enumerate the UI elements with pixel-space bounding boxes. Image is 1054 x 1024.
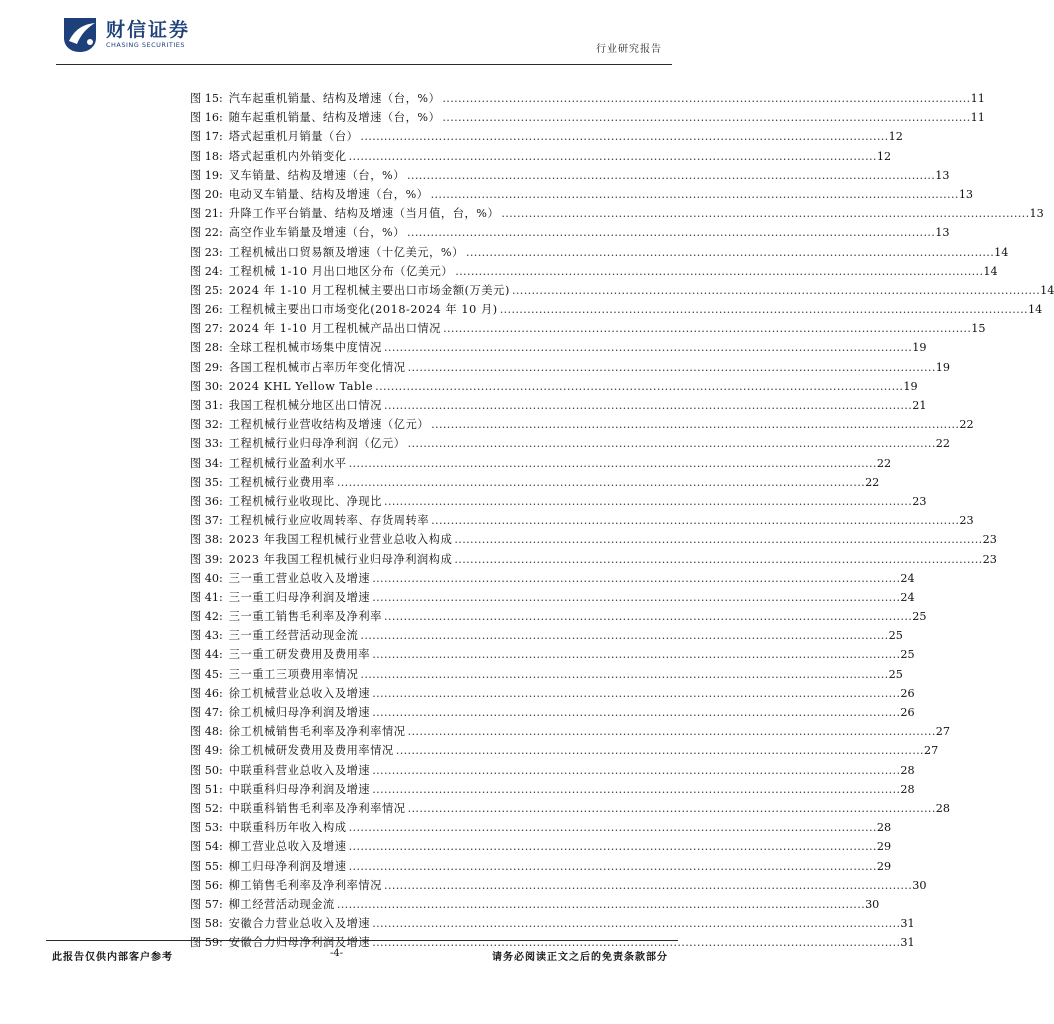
- toc-entry[interactable]: [190, 569, 915, 588]
- toc-entry[interactable]: [190, 857, 892, 876]
- dot-leader: [384, 607, 910, 626]
- page-ref: 25: [900, 648, 915, 662]
- toc-entry[interactable]: [190, 722, 951, 741]
- figure-title: 升降工作平台销量、结构及增速（当月值，台，%）: [228, 207, 500, 221]
- page-ref: 14: [1027, 303, 1043, 317]
- figure-title: 徐工机械销售毛利率及净利率情况: [228, 725, 406, 739]
- dot-leader: [349, 837, 875, 856]
- page-ref: 19: [903, 379, 918, 393]
- dot-leader: [372, 684, 898, 703]
- dot-leader: [512, 281, 1038, 300]
- dot-leader: [372, 703, 898, 722]
- figure-number: 图 33:: [190, 437, 223, 451]
- page-ref: 29: [876, 840, 892, 854]
- toc-entry[interactable]: [190, 837, 892, 856]
- figure-title: 中联重科历年收入构成: [228, 821, 347, 835]
- dot-leader: [455, 262, 981, 281]
- toc-entry[interactable]: [190, 338, 927, 357]
- figure-title: 电动叉车销量、结构及增速（台，%）: [228, 187, 429, 201]
- figure-title: 柳工经营活动现金流: [228, 897, 335, 911]
- dot-leader: [372, 914, 898, 933]
- figure-number: 图 28:: [190, 341, 223, 355]
- page-ref: 15: [971, 322, 986, 336]
- page-ref: 12: [888, 130, 903, 144]
- toc-entry[interactable]: [190, 434, 951, 453]
- toc-entry[interactable]: [190, 780, 915, 799]
- figure-number: 图 19:: [190, 168, 223, 182]
- page-ref: 22: [935, 437, 951, 451]
- page-ref: 23: [912, 494, 927, 508]
- toc-entry[interactable]: [190, 166, 950, 185]
- figure-number: 图 48:: [190, 725, 223, 739]
- toc-entry[interactable]: [190, 108, 985, 127]
- figure-number: 图 53:: [190, 821, 223, 835]
- figure-number: 图 31:: [190, 399, 223, 412]
- figure-number: 图 23:: [190, 245, 223, 259]
- footer-disclaimer: 此报告仅供内部客户参考: [52, 952, 173, 963]
- dot-leader: [360, 127, 886, 146]
- figure-number: 图 54:: [190, 840, 223, 854]
- figure-list: [190, 89, 1054, 952]
- dot-leader: [349, 857, 875, 876]
- figure-title: 工程机械出口贸易额及增速（十亿美元，%）: [228, 245, 464, 259]
- figure-number: 图 50:: [190, 763, 223, 777]
- figure-title: 全球工程机械市场集中度情况: [228, 341, 382, 355]
- page-ref: 13: [935, 226, 950, 240]
- toc-entry[interactable]: [190, 243, 1009, 262]
- dot-leader: [384, 492, 910, 511]
- figure-number: 图 56:: [190, 878, 223, 892]
- figure-title: 工程机械行业盈利水平: [228, 456, 347, 470]
- figure-number: 图 34:: [190, 456, 223, 470]
- figure-number: 图 39:: [190, 552, 223, 566]
- toc-entry[interactable]: [190, 588, 915, 607]
- dot-leader: [360, 626, 886, 645]
- figure-title: 高空作业车销量及增速（台，%）: [228, 226, 406, 240]
- toc-entry[interactable]: [190, 550, 997, 569]
- toc-entry[interactable]: [190, 454, 892, 473]
- dot-leader: [407, 223, 933, 242]
- toc-entry[interactable]: [190, 530, 997, 549]
- dot-leader: [443, 319, 969, 338]
- toc-entry[interactable]: [190, 665, 903, 684]
- page-ref: 22: [865, 475, 880, 489]
- figure-number: 图 16:: [190, 111, 223, 125]
- toc-entry[interactable]: [190, 703, 915, 722]
- chasing-logo-icon: [60, 14, 100, 54]
- toc-entry[interactable]: [190, 262, 998, 281]
- page-ref: 29: [876, 859, 892, 873]
- company-logo: [60, 14, 190, 54]
- page-ref: 30: [865, 897, 880, 911]
- page-ref: 28: [900, 763, 915, 777]
- dot-leader: [384, 338, 910, 357]
- page-ref: 12: [876, 149, 892, 163]
- figure-number: 图 15:: [190, 92, 223, 105]
- dot-leader: [408, 722, 934, 741]
- page-number: -4-: [330, 948, 344, 959]
- figure-number: 图 36:: [190, 494, 223, 508]
- page-ref: 26: [900, 686, 915, 700]
- page-ref: 26: [900, 706, 915, 719]
- toc-entry[interactable]: [190, 626, 903, 645]
- figure-number: 图 40:: [190, 571, 223, 585]
- page-ref: 28: [935, 801, 951, 815]
- page-ref: 25: [888, 667, 903, 681]
- figure-number: 图 43:: [190, 629, 223, 643]
- figure-title: 三一重工经营活动现金流: [228, 629, 359, 643]
- figure-title: 三一重工销售毛利率及净利率: [228, 610, 382, 624]
- dot-leader: [372, 569, 898, 588]
- figure-number: 图 22:: [190, 226, 223, 240]
- figure-title: 徐工机械研发费用及费用率情况: [228, 744, 394, 758]
- dot-leader: [408, 799, 934, 818]
- report-type: 行业研究报告: [596, 44, 662, 55]
- dot-leader: [372, 645, 898, 664]
- figure-number: 图 24:: [190, 264, 223, 278]
- figure-title: 2024 年 1-10 月工程机械主要出口市场金额(万美元): [228, 283, 510, 297]
- toc-entry[interactable]: [190, 204, 1044, 223]
- page-ref: 28: [876, 821, 892, 835]
- dot-leader: [349, 147, 875, 166]
- dot-leader: [372, 780, 898, 799]
- toc-entry[interactable]: [190, 511, 974, 530]
- figure-number: 图 21:: [190, 207, 223, 221]
- dot-leader: [442, 89, 968, 108]
- page-ref: 31: [900, 917, 915, 931]
- toc-entry[interactable]: [190, 319, 986, 338]
- page-ref: 23: [982, 533, 997, 547]
- page-header: [0, 0, 724, 70]
- figure-title: 工程机械行业费用率: [228, 475, 335, 489]
- figure-number: 图 41:: [190, 590, 223, 604]
- figure-title: 徐工机械营业总收入及增速: [228, 686, 371, 700]
- dot-leader: [408, 434, 934, 453]
- toc-entry[interactable]: [190, 684, 915, 703]
- dot-leader: [372, 588, 898, 607]
- figure-number: 图 27:: [190, 322, 223, 336]
- page-ref: 23: [959, 514, 974, 528]
- toc-entry[interactable]: [190, 358, 951, 377]
- page-ref: 22: [876, 456, 892, 470]
- figure-title: 我国工程机械分地区出口情况: [228, 399, 382, 412]
- figure-title: 柳工营业总收入及增速: [228, 840, 347, 854]
- brand-name-en: CHASING SECURITIES: [106, 40, 185, 49]
- page-ref: 23: [982, 552, 997, 566]
- figure-number: 图 46:: [190, 686, 223, 700]
- page-ref: 13: [1029, 207, 1044, 221]
- dot-leader: [349, 454, 875, 473]
- dot-leader: [384, 876, 910, 895]
- page-ref: 11: [970, 92, 985, 105]
- figure-title: 2024 KHL Yellow Table: [228, 379, 374, 393]
- figure-number: 图 57:: [190, 897, 223, 911]
- figure-title: 三一重工研发费用及费用率: [228, 648, 371, 662]
- figure-title: 中联重科销售毛利率及净利率情况: [228, 801, 406, 815]
- figure-title: 塔式起重机月销量（台）: [228, 130, 359, 144]
- dot-leader: [375, 377, 901, 396]
- figure-number: 图 20:: [190, 187, 223, 201]
- figure-title: 2023 年我国工程机械行业营业总收入构成: [228, 533, 453, 547]
- toc-entry[interactable]: [190, 300, 1043, 319]
- page-ref: 19: [935, 360, 951, 374]
- toc-entry[interactable]: [190, 895, 880, 914]
- page-ref: 19: [912, 341, 927, 355]
- dot-leader: [466, 243, 992, 262]
- figure-number: 图 29:: [190, 360, 223, 374]
- toc-entry[interactable]: [190, 914, 915, 933]
- figure-title: 工程机械行业归母净利润（亿元）: [228, 437, 406, 451]
- footer-notice: 请务必阅读正文之后的免责条款部分: [492, 952, 668, 963]
- figure-title: 柳工销售毛利率及净利率情况: [228, 878, 382, 892]
- figure-number: 图 35:: [190, 475, 223, 489]
- figure-number: 图 49:: [190, 744, 223, 758]
- page-ref: 14: [994, 245, 1009, 259]
- figure-title: 中联重科营业总收入及增速: [228, 763, 371, 777]
- figure-number: 图 25:: [190, 283, 223, 297]
- figure-title: 柳工归母净利润及增速: [228, 859, 347, 873]
- figure-title: 2024 年 1-10 月工程机械产品出口情况: [228, 322, 442, 336]
- toc-entry[interactable]: [190, 741, 939, 760]
- figure-title: 徐工机械归母净利润及增速: [228, 706, 371, 719]
- figure-title: 工程机械主要出口市场变化(2018-2024 年 10 月): [228, 303, 498, 317]
- page-ref: 14: [983, 264, 998, 278]
- footer-divider: [46, 940, 678, 941]
- toc-entry[interactable]: [190, 492, 927, 511]
- figure-number: 图 58:: [190, 917, 223, 931]
- toc-entry[interactable]: [190, 761, 915, 780]
- dot-leader: [431, 511, 957, 530]
- toc-entry[interactable]: [190, 396, 927, 415]
- figure-number: 图 59:: [190, 936, 223, 950]
- figure-title: 各国工程机械市占率历年变化情况: [228, 360, 406, 374]
- figure-number: 图 51:: [190, 782, 223, 796]
- figure-title: 安徽合力营业总收入及增速: [228, 917, 371, 931]
- page-ref: 27: [924, 744, 939, 758]
- dot-leader: [442, 108, 968, 127]
- figure-title: 工程机械行业应收周转率、存货周转率: [228, 514, 430, 528]
- figure-number: 图 55:: [190, 859, 223, 873]
- figure-number: 图 52:: [190, 801, 223, 815]
- figure-number: 图 18:: [190, 149, 223, 163]
- toc-entry[interactable]: [190, 645, 915, 664]
- figure-number: 图 42:: [190, 610, 223, 624]
- toc-entry[interactable]: [190, 281, 1054, 300]
- figure-number: 图 47:: [190, 706, 223, 719]
- brand-name-cn: 财信证券: [106, 18, 191, 41]
- dot-leader: [500, 300, 1026, 319]
- figure-number: 图 26:: [190, 303, 223, 317]
- page-ref: 13: [935, 168, 950, 182]
- page-ref: 21: [912, 399, 927, 412]
- dot-leader: [454, 550, 980, 569]
- page-ref: 24: [900, 590, 915, 604]
- figure-number: 图 32:: [190, 418, 223, 432]
- toc-entry[interactable]: [190, 818, 892, 837]
- page-ref: 24: [900, 571, 915, 585]
- dot-leader: [431, 415, 957, 434]
- figure-number: 图 45:: [190, 667, 223, 681]
- figure-title: 三一重工营业总收入及增速: [228, 571, 371, 585]
- page-ref: 25: [888, 629, 903, 643]
- dot-leader: [431, 185, 957, 204]
- figure-number: 图 37:: [190, 514, 223, 528]
- figure-title: 安徽合力归母净利润及增速: [228, 936, 371, 950]
- figure-title: 三一重工归母净利润及增速: [228, 590, 371, 604]
- figure-number: 图 30:: [190, 379, 223, 393]
- dot-leader: [408, 358, 934, 377]
- dot-leader: [337, 473, 863, 492]
- header-divider: [56, 64, 672, 65]
- toc-entry[interactable]: [190, 127, 903, 146]
- dot-leader: [407, 166, 933, 185]
- page-ref: 22: [959, 418, 974, 432]
- figure-title: 中联重科归母净利润及增速: [228, 782, 371, 796]
- page-ref: 11: [970, 111, 985, 125]
- dot-leader: [501, 204, 1027, 223]
- toc-entry[interactable]: [190, 223, 950, 242]
- toc-entry[interactable]: [190, 147, 892, 166]
- figure-title: 工程机械行业营收结构及增速（亿元）: [228, 418, 430, 432]
- page-ref: 14: [1040, 283, 1054, 297]
- page-ref: 28: [900, 782, 915, 796]
- toc-entry[interactable]: [190, 377, 918, 396]
- toc-entry[interactable]: [190, 473, 880, 492]
- toc-entry[interactable]: [190, 89, 985, 108]
- toc-entry[interactable]: [190, 415, 974, 434]
- toc-entry[interactable]: [190, 185, 974, 204]
- figure-title: 塔式起重机内外销变化: [228, 149, 347, 163]
- figure-number: 图 17:: [190, 130, 223, 144]
- toc-entry[interactable]: [190, 799, 951, 818]
- dot-leader: [337, 895, 863, 914]
- dot-leader: [360, 665, 886, 684]
- page-ref: 13: [958, 187, 974, 201]
- dot-leader: [372, 761, 898, 780]
- figure-title: 叉车销量、结构及增速（台，%）: [228, 168, 406, 182]
- dot-leader: [396, 741, 922, 760]
- dot-leader: [384, 396, 910, 415]
- page-ref: 27: [935, 725, 951, 739]
- page-ref: 31: [900, 936, 915, 950]
- figure-number: 图 38:: [190, 533, 223, 547]
- figure-title: 2023 年我国工程机械行业归母净利润构成: [228, 552, 453, 566]
- page-ref: 25: [912, 610, 927, 624]
- figure-title: 汽车起重机销量、结构及增速（台，%）: [228, 92, 441, 105]
- figure-title: 工程机械 1-10 月出口地区分布（亿美元）: [228, 264, 454, 278]
- figure-number: 图 44:: [190, 648, 223, 662]
- figure-title: 随车起重机销量、结构及增速（台，%）: [228, 111, 441, 125]
- dot-leader: [454, 530, 980, 549]
- figure-title: 三一重工三项费用率情况: [228, 667, 359, 681]
- page-ref: 30: [912, 878, 927, 892]
- toc-entry[interactable]: [190, 876, 927, 895]
- figure-title: 工程机械行业收现比、净现比: [228, 494, 382, 508]
- toc-entry[interactable]: [190, 607, 927, 626]
- dot-leader: [349, 818, 875, 837]
